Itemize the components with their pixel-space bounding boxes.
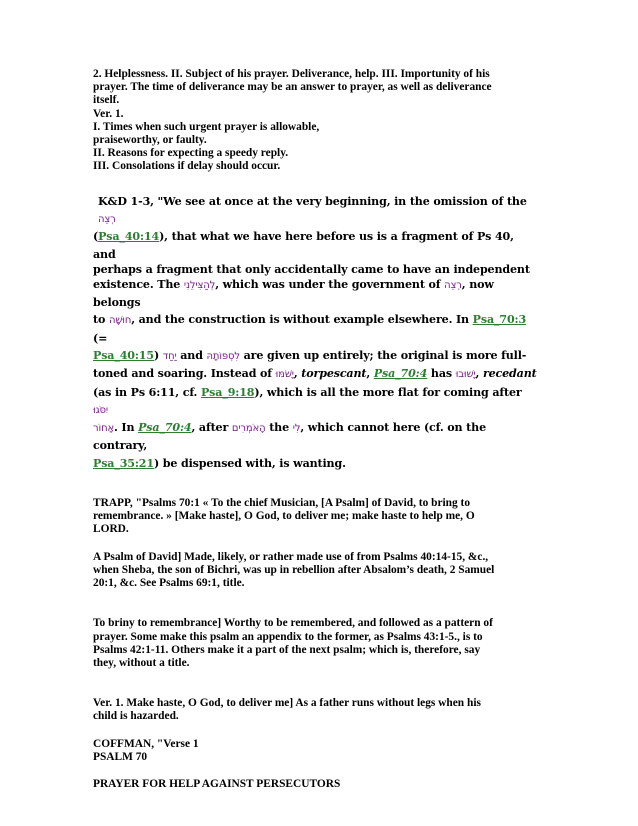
text-line [93,311,538,347]
scripture-link-text: Psa_70:4 [138,421,192,435]
scripture-link[interactable]: Psa_9:18 [200,385,255,399]
paragraph-line: A Psalm of David] Made, likely, or rather made use of from Psalms 40:14-15, &c., [93,550,489,563]
outline-line: prayer. The time of deliverance may be an answer to prayer, as well as deliverance [93,81,492,94]
text-run: toned and soaring. Instead of [93,367,276,381]
paragraph-line: child is hazarded. [93,710,179,723]
text-run: ) be dispensed with, is wanting. [153,456,346,470]
paragraph-line: when Sheba, the son of Bichri, was up in rebellion after Absalom’s death, 2 Samuel [93,563,495,576]
text-run: , which was under the government of [215,277,445,291]
text-run: , which cannot here (cf. on the contrary, [93,421,486,453]
paragraph-line: LORD. [93,523,129,536]
hebrew-word: רְצֵה [444,279,462,291]
text-run: , [366,367,374,381]
text-run: , after [191,421,232,435]
scripture-link[interactable]: Psa_40:15 [93,349,154,362]
paragraph-line: Ver. 1. Make haste, O God, to deliver me] As a father runs without legs when his [93,697,481,710]
paragraph-gap [93,590,538,617]
trapp-commentary [93,497,538,723]
text-line [93,228,538,263]
outline-line: III. Consolations if delay should occur. [93,160,281,173]
outline-line: I. Times when such urgent prayer is allowable, [93,120,320,133]
hebrew-word: יָשׁוּבוּ [455,369,476,381]
text-line [93,455,538,472]
text-run: . In [114,421,139,435]
hebrew-word: יִסֹּגוּ [93,404,108,416]
outline-line: Ver. 1. [93,107,124,120]
latin-term: torpescant [301,367,367,381]
text-line [93,276,538,312]
text-run: ), that what we have here before us is a fragment of Ps 40, and [93,230,514,261]
paragraph-line: remembrance. » [Make haste], O God, to deliver me; make haste to help me, O [93,510,475,523]
hebrew-word: יַחַד [162,351,177,362]
paragraph-line: COFFMAN, "Verse 1 [93,737,199,750]
text-run: and [176,349,207,362]
text-run: ) [153,349,163,362]
scripture-link[interactable]: Psa_40:14 [98,230,160,244]
outline-line: 2. Helplessness. II. Subject of his prayer. Deliverance, help. III. Importunity of his [93,68,490,80]
text-run: to [93,313,109,327]
hebrew-word: יָשֹׁמּוּ [275,369,294,381]
hebrew-word: לִסְפּוֹתָהּ [206,351,240,362]
text-run: , [475,367,483,381]
text-run: (as in Ps 6:11, cf. [93,385,201,399]
text-line: perhaps a fragment that only accidentally came to have an independent [93,262,530,276]
hebrew-word: אָחוֹר [93,423,114,435]
scripture-link[interactable] [374,367,427,380]
paragraph-gap [93,537,538,551]
text-run: , now belongs [93,277,494,310]
outline-line: II. Reasons for expecting a speedy reply. [93,147,289,160]
kd-commentary [93,193,538,472]
document-page [93,68,538,791]
text-run: are given up entirely; the original is more full- [239,349,527,362]
outline-line: itself. [93,94,120,107]
text-run: , [293,367,302,381]
coffman-commentary [93,738,538,792]
scripture-link[interactable] [138,421,191,434]
outline-line: praiseworthy, or faulty. [93,134,207,147]
text-line [93,193,538,229]
hebrew-word: הָאֹמְרִים [231,423,266,435]
text-run: , and the construction is without example elsewhere. In [131,313,473,327]
text-run: ( [93,230,99,244]
text-run: existence. The [93,277,184,291]
text-line [93,384,538,420]
paragraph-line: TRAPP, "Psalms 70:1 « To the chief Musician, [A Psalm] of David, to bring to [93,497,471,510]
text-run: has [427,367,456,381]
text-line [93,347,538,365]
hebrew-word: לְהַצִּילֵנִי [183,279,216,291]
paragraph-line: To briny to remembrance] Worthy to be remembered, and followed as a pattern of [93,617,493,630]
text-line [93,365,538,383]
paragraph-gap [93,764,538,778]
hebrew-word: לִי [292,423,301,435]
paragraph-line: they, without a title. [93,656,190,669]
text-run: K&D 1-3, "We see at once at the very beginning, in the omission of the [98,194,527,208]
paragraph-line: PSALM 70 [93,750,148,763]
paragraph-line: prayer. Some make this psalm an appendix to the former, as Psalms 43:1-5., is to [93,630,483,643]
hebrew-word: חוּשָׁה [108,315,132,327]
text-run: ), which is all the more flat for coming after [254,385,522,399]
text-line [93,419,538,455]
text-run: the [265,421,293,435]
paragraph-gap [93,670,538,697]
scripture-link[interactable]: Psa_70:3 [472,313,527,327]
outline-section [93,68,538,174]
scripture-link-text: Psa_70:4 [373,367,428,381]
section-heading: PRAYER FOR HELP AGAINST PERSECUTORS [93,777,341,790]
paragraph-line: Psalms 42:1-11. Others make it a part of the next psalm; which is, therefore, say [93,643,481,656]
scripture-link[interactable]: Psa_35:21 [93,456,154,470]
paragraph-line: 20:1, &c. See Psalms 69:1, title. [93,577,245,590]
latin-term: recedant [482,367,537,381]
hebrew-word: רְצֵה [98,213,116,225]
text-run: (= [93,331,108,345]
